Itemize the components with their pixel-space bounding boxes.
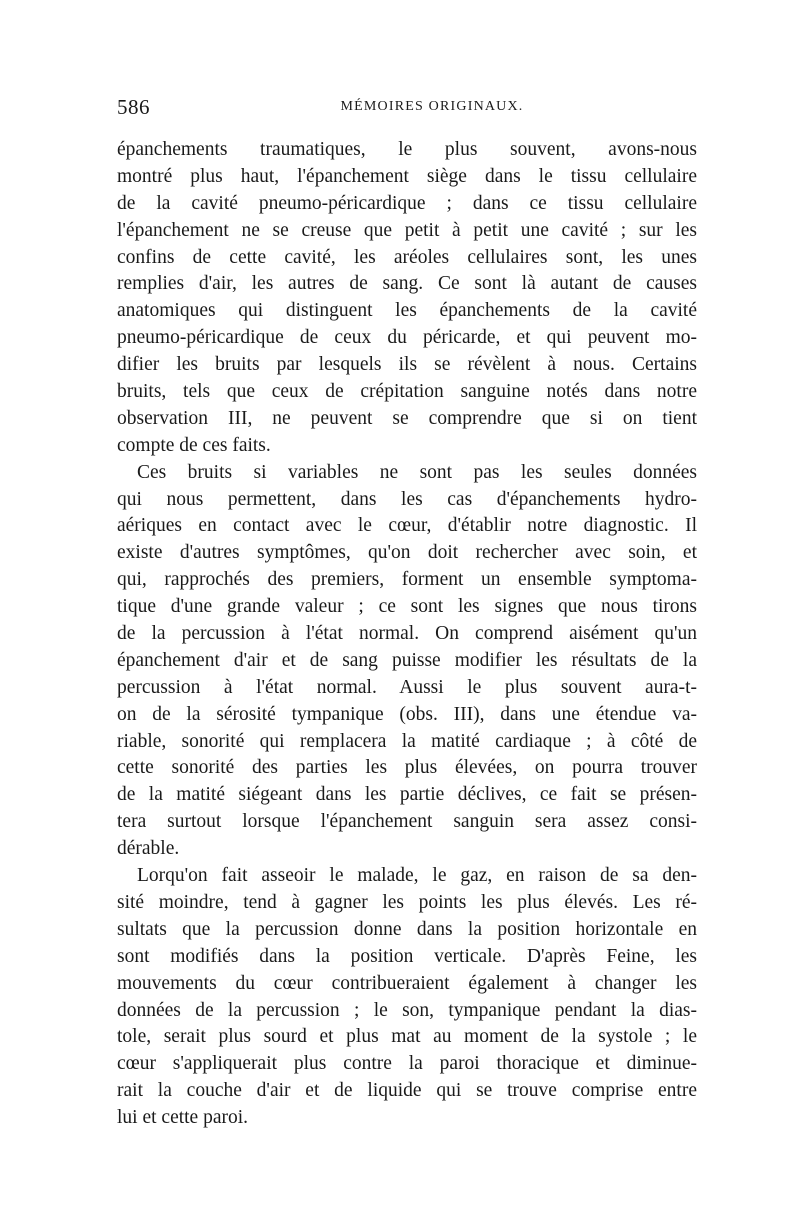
text-line: aériques en contact avec le cœur, d'établir notre diagnostic. Il <box>117 515 697 537</box>
text-line: qui, rapprochés des premiers, forment un ensemble symptoma- <box>117 569 697 591</box>
text-line: sité moindre, tend à gagner les points les plus élevés. Les ré- <box>117 891 697 913</box>
paragraph <box>117 460 697 863</box>
text-line: rait la couche d'air et de liquide qui se trouve comprise entre <box>117 1080 697 1102</box>
text-line: anatomiques qui distinguent les épanchements de la cavité <box>117 300 697 322</box>
text-line: difier les bruits par lesquels ils se révèlent à nous. Certains <box>117 354 697 376</box>
text-line: tera surtout lorsque l'épanchement sanguin sera assez consi- <box>117 811 697 833</box>
text-line: dérable. <box>117 838 180 860</box>
text-line: mouvements du cœur contribueraient également à changer les <box>117 972 697 994</box>
text-line: observation III, ne peuvent se comprendre que si on tient <box>117 407 697 429</box>
text-line: sultats que la percussion donne dans la position horizontale en <box>117 918 697 940</box>
text-line: de la cavité pneumo-péricardique ; dans ce tissu cellulaire <box>117 192 697 214</box>
text-line: qui nous permettent, dans les cas d'épanchements hydro- <box>117 488 697 510</box>
text-line: montré plus haut, l'épanchement siège dans le tissu cellulaire <box>117 165 697 187</box>
text-line: de la matité siégeant dans les partie déclives, ce fait se présen- <box>117 784 697 806</box>
body-text <box>117 137 697 1132</box>
text-line: bruits, tels que ceux de crépitation sanguine notés dans notre <box>117 381 697 403</box>
text-line: l'épanchement ne se creuse que petit à petit une cavité ; sur les <box>117 219 697 241</box>
book-page <box>117 95 697 1132</box>
text-line: tole, serait plus sourd et plus mat au moment de la systole ; le <box>117 1026 697 1048</box>
running-title: MÉMOIRES ORIGINAUX. <box>340 99 524 114</box>
text-line: percussion à l'état normal. Aussi le plus souvent aura-t- <box>117 676 697 698</box>
text-line: cette sonorité des parties les plus élevées, on pourra trouver <box>117 757 697 779</box>
text-line: pneumo-péricardique de ceux du péricarde, et qui peuvent mo- <box>117 327 697 349</box>
paragraph <box>117 137 697 460</box>
text-line: Ces bruits si variables ne sont pas les seules données <box>137 461 697 483</box>
text-line: riable, sonorité qui remplacera la matité cardiaque ; à côté de <box>117 730 697 752</box>
text-line: cœur s'appliquerait plus contre la paroi thoracique et diminue- <box>117 1053 697 1075</box>
page-number: 586 <box>117 95 150 119</box>
text-line: on de la sérosité tympanique (obs. III), dans une étendue va- <box>117 703 697 725</box>
running-head <box>117 95 697 125</box>
text-line: épanchement d'air et de sang puisse modifier les résultats de la <box>117 649 697 671</box>
text-line: lui et cette paroi. <box>117 1107 249 1129</box>
text-line: tique d'une grande valeur ; ce sont les signes que nous tirons <box>117 596 697 618</box>
text-line: existe d'autres symptômes, qu'on doit rechercher avec soin, et <box>117 542 697 564</box>
text-line: Lorqu'on fait asseoir le malade, le gaz, en raison de sa den- <box>137 865 697 887</box>
text-line: données de la percussion ; le son, tympanique pendant la dias- <box>117 999 697 1021</box>
paragraph <box>117 863 697 1132</box>
text-line: sont modifiés dans la position verticale. D'après Feine, les <box>117 945 697 967</box>
text-line: remplies d'air, les autres de sang. Ce sont là autant de causes <box>117 273 697 295</box>
text-line: compte de ces faits. <box>117 434 271 456</box>
text-line: de la percussion à l'état normal. On comprend aisément qu'un <box>117 623 697 645</box>
text-line: confins de cette cavité, les aréoles cellulaires sont, les unes <box>117 246 697 268</box>
text-line: épanchements traumatiques, le plus souvent, avons-nous <box>117 139 697 160</box>
